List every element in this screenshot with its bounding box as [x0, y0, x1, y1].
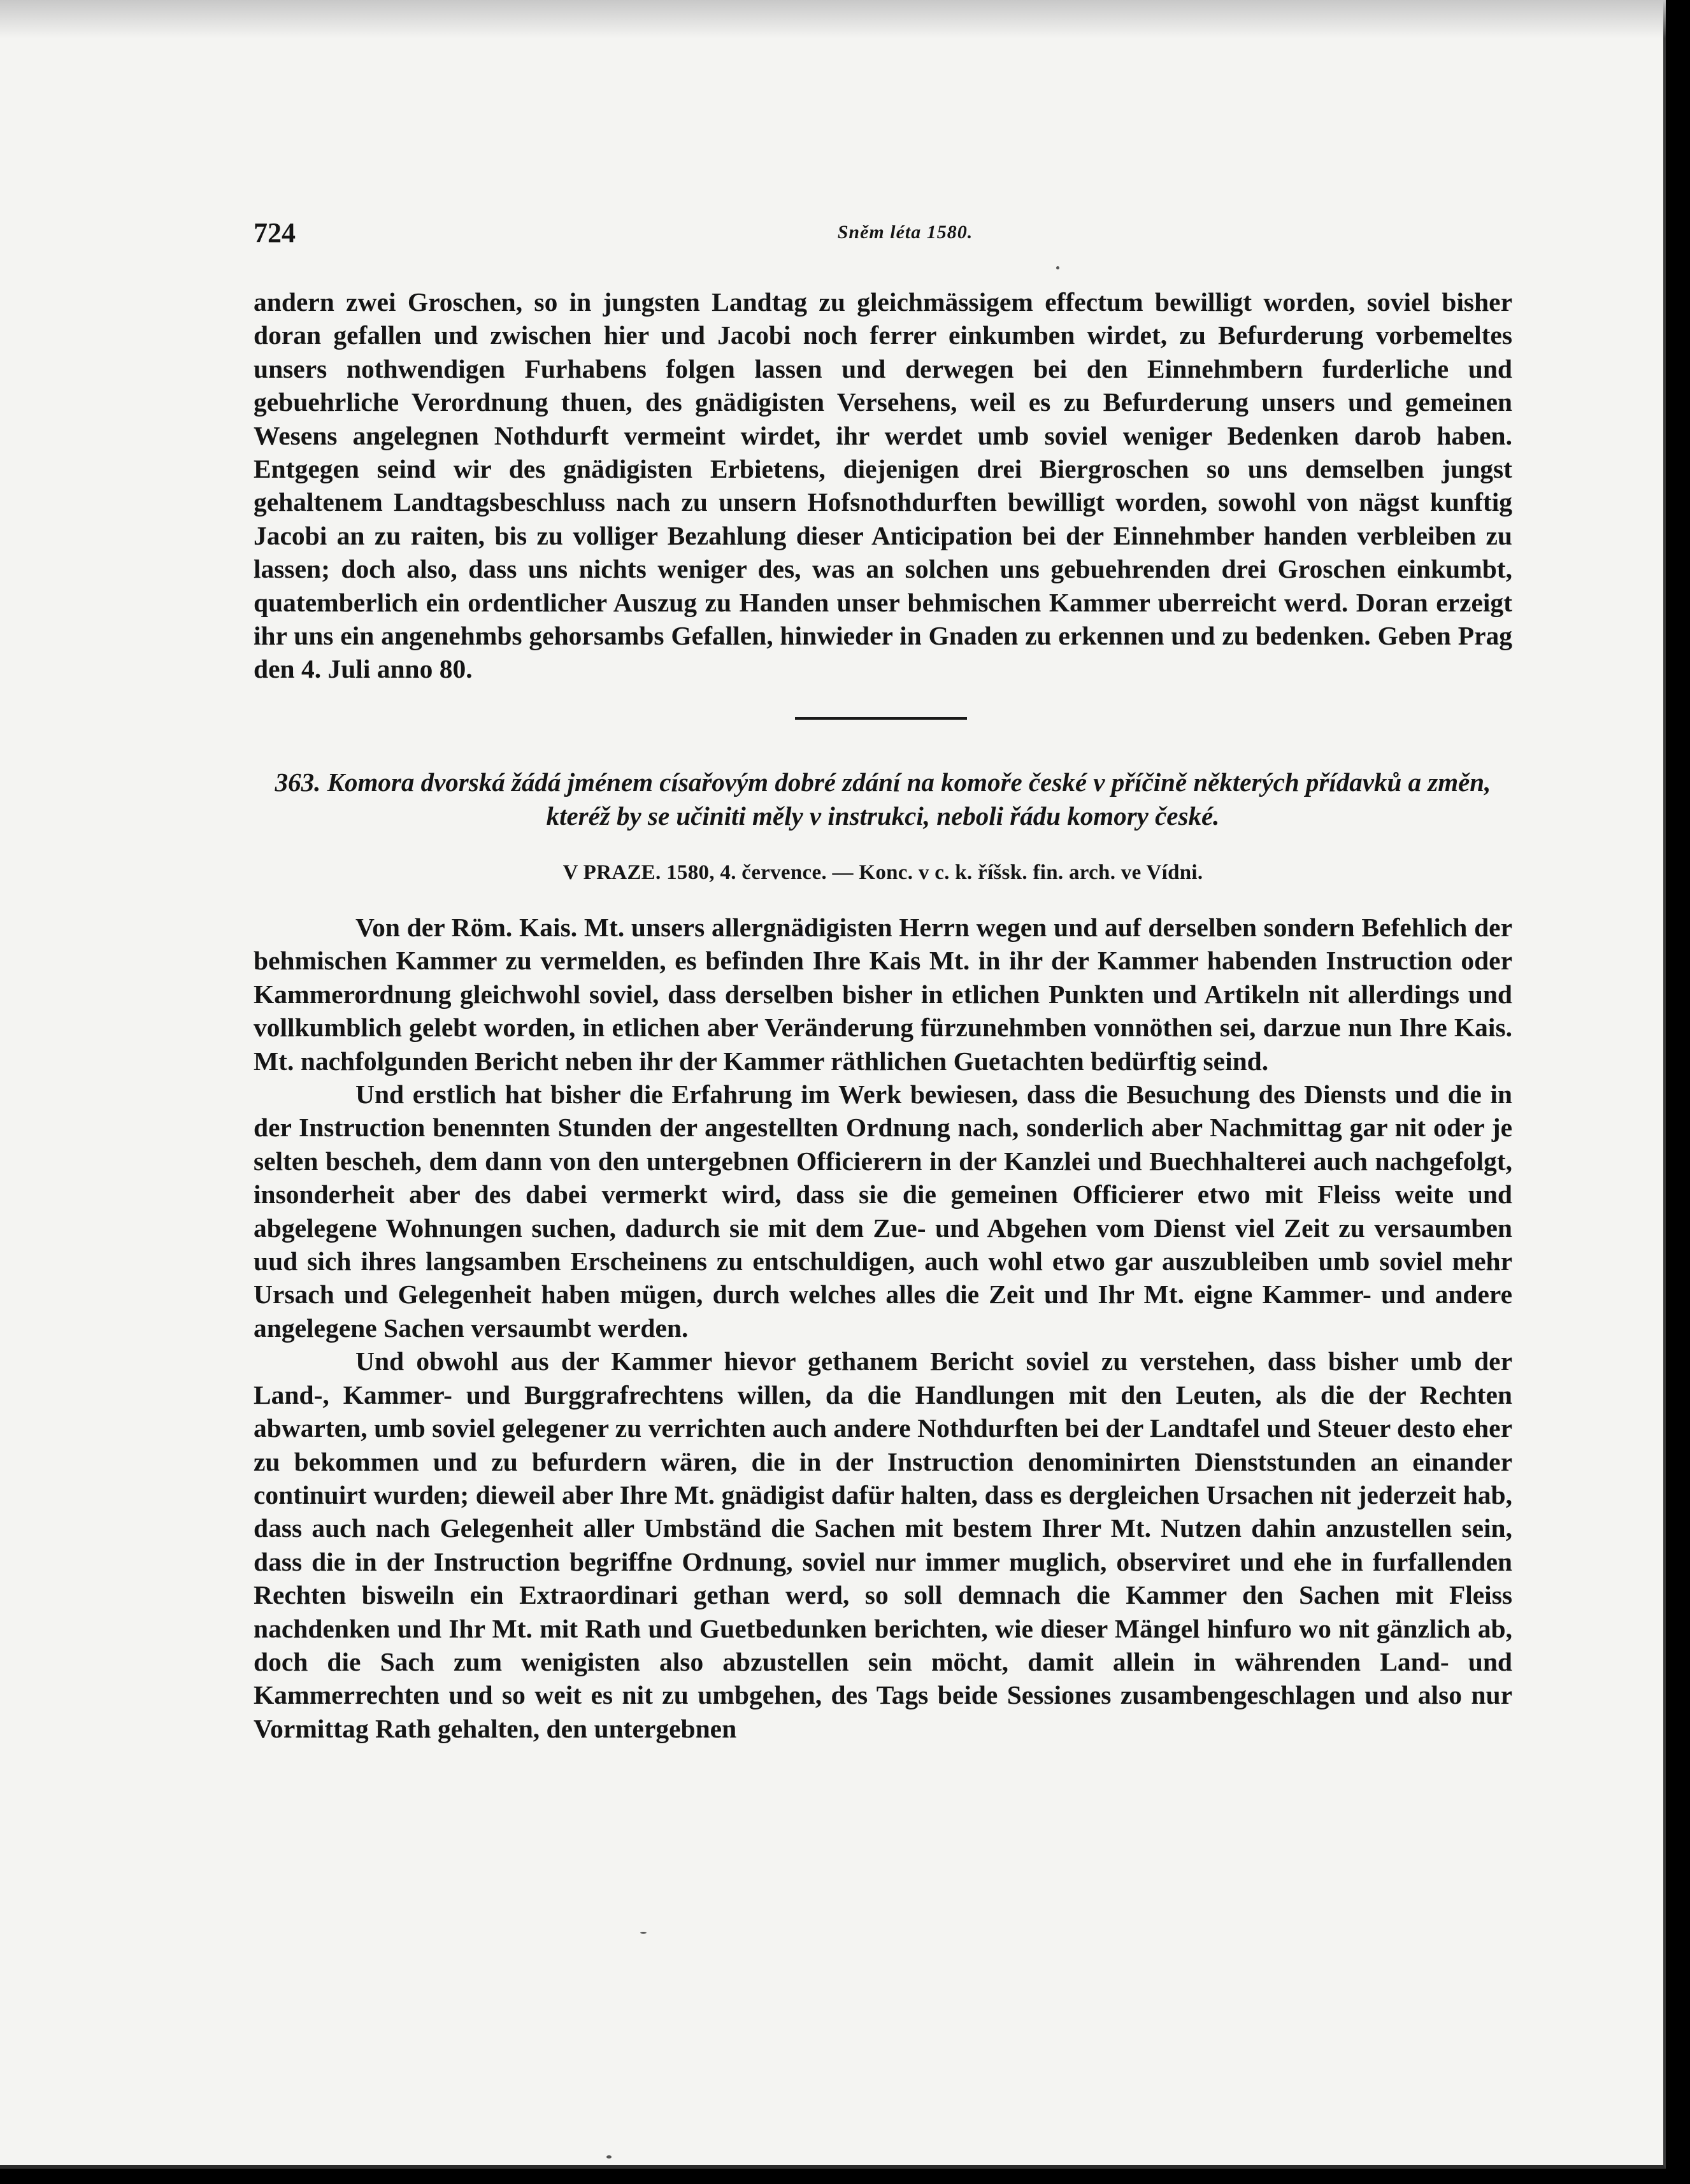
paragraph: Und erstlich hat bisher die Erfahrung im Werk bewiesen, dass die Besuchung des Diensts und die in der Instruction benennten Stunden der angestellten Ordnung nach, sonderlich aber Nachmittag gar nit oder je selten bescheh, dem dann von den untergebnen Officierern in der Kanzlei und Buechhalterei auch nachgefolgt, insonderheit aber des dabei vermerkt wird, dass sie die gemeinen Officierer etwo mit Fleiss weite und abgelegene Wohnungen suchen, dadurch sie mit dem Zue- und Abgehen vom Dienst viel Zeit zu versaumben uud sich ihres langsamben Erscheinens zu entschuldigen, auch wohl etwo gar auszubleiben umb soviel mehr Ursach und Gelegenheit haben mügen, durch welches alles die Zeit und Ihr Mt. eigne Kammer- und andere angelegene Sachen versaumbt werden.: [254, 1080, 1512, 1343]
paragraph: Von der Röm. Kais. Mt. unsers allergnädigisten Herrn wegen und auf derselben sondern Befehlich der behmischen Kammer zu vermelden, es befinden Ihre Kais Mt. in ihr der Kammer habenden Instruction oder Kammerordnung gleichwohl soviel, dass derselben bisher in etlichen Punkten und Artikeln nit allerdings und vollkumblich gelebt worden, in etlichen aber Veränderung fürzunehmben vonnöthen sei, darzue nun Ihre Kais. Mt. nachfolgunden Bericht neben ihr der Kammer räthlichen Guetachten bedürftig seind.: [254, 913, 1512, 1076]
document-heading: [254, 766, 1512, 833]
page-number: 724: [254, 217, 296, 248]
paragraph: andern zwei Groschen, so in jungsten Landtag zu gleichmässigem effectum bewilligt worden, soviel bisher doran gefallen und zwischen hier und Jacobi noch ferrer einkumben wirdet, zu Befurderung vorbemeltes unsers nothwendigen Furhabens folgen lassen und derwegen bei den Einnehmbern furderliche und gebuehrliche Verordnung thuen, des gnädigisten Versehens, weil es zu Befurderung unsers und gemeinen Wesens angelegnen Nothdurft vermeint wirdet, ihr werdet umb soviel weniger Bedenken darob haben. Entgegen seind wir des gnädigisten Erbietens, diejenigen drei Biergroschen so uns demselben jungst gehaltenem Landtagsbeschluss nach zu unsern Hofsnothdurften bewilligt worden, sowohl von nägst kunftig Jacobi an zu raiten, bis zu volliger Bezahlung dieser Anticipation bei der Einnehmber handen verbleiben zu lassen; doch also, dass uns nichts weniger des, was an solchen uns gebuehrenden drei Groschen einkumbt, quatemberlich ein ordentlicher Auszug zu Handen unser behmischen Kammer uberreicht werd. Doran erzeigt ihr uns ein angenehmbs gehorsambs Gefallen, hinwieder in Gnaden zu erkennen und zu bedenken. Geben Prag den 4. Juli anno 80.: [254, 287, 1512, 684]
scan-speck: [1056, 266, 1059, 269]
document-number: 363.: [275, 767, 321, 797]
document-summary: Komora dvorská žádá jménem císařovým dobré zdání na komoře české v příčině některých přídavků a změn, kteréž by se učiniti měly v instrukci, neboli řádu komory české.: [327, 767, 1491, 831]
document-body: [254, 911, 1512, 1745]
scan-speck: [606, 2155, 612, 2159]
continued-letter-text: [254, 285, 1512, 686]
section-divider: [795, 717, 967, 720]
document-source: V PRAZE. 1580, 4. července. — Konc. v c. k. říšsk. fin. arch. ve Vídni.: [562, 861, 1203, 884]
paragraph: Und obwohl aus der Kammer hievor gethanem Bericht soviel zu verstehen, dass bisher umb der Land-, Kammer- und Burggrafrechtens willen, da die Handlungen mit den Leuten, als die der Rechten abwarten, umb soviel gelegener zu verrichten auch andere Nothdurften bei der Landtafel und Steuer desto eher zu bekommen und zu befurdern wären, die in der Instruction denominirten Dienststunden an einander continuirt wurden; dieweil aber Ihre Mt. gnädigist dafür halten, dass es dergleichen Ursachen nit jederzeit hab, dass auch nach Gelegenheit aller Umbständ die Sachen mit bestem Ihrer Mt. Nutzen dahin anzustellen sein, dass die in der Instruction begriffne Ordnung, soviel nur immer muglich, observiret und ehe in furfallenden Rechten bisweiln ein Extraordinari gethan werd, so soll demnach die Kammer den Sachen mit Fleiss nachdenken und Ihr Mt. mit Rath und Guetbedunken berichten, wie dieser Mängel hinfuro wo nit gänzlich ab, doch die Sach zum wenigisten also abzustellen sein möcht, damit allein in währenden Land- und Kammerrechten und so weit es nit zu umbgehen, des Tags beide Sessiones zusambengeschlagen und also nur Vormittag Rath gehalten, den untergebnen: [254, 1346, 1512, 1743]
scan-speck: [640, 1932, 647, 1934]
page-shadow: [0, 0, 1666, 38]
running-title: Sněm léta 1580.: [837, 222, 973, 243]
running-head: [254, 217, 1512, 255]
